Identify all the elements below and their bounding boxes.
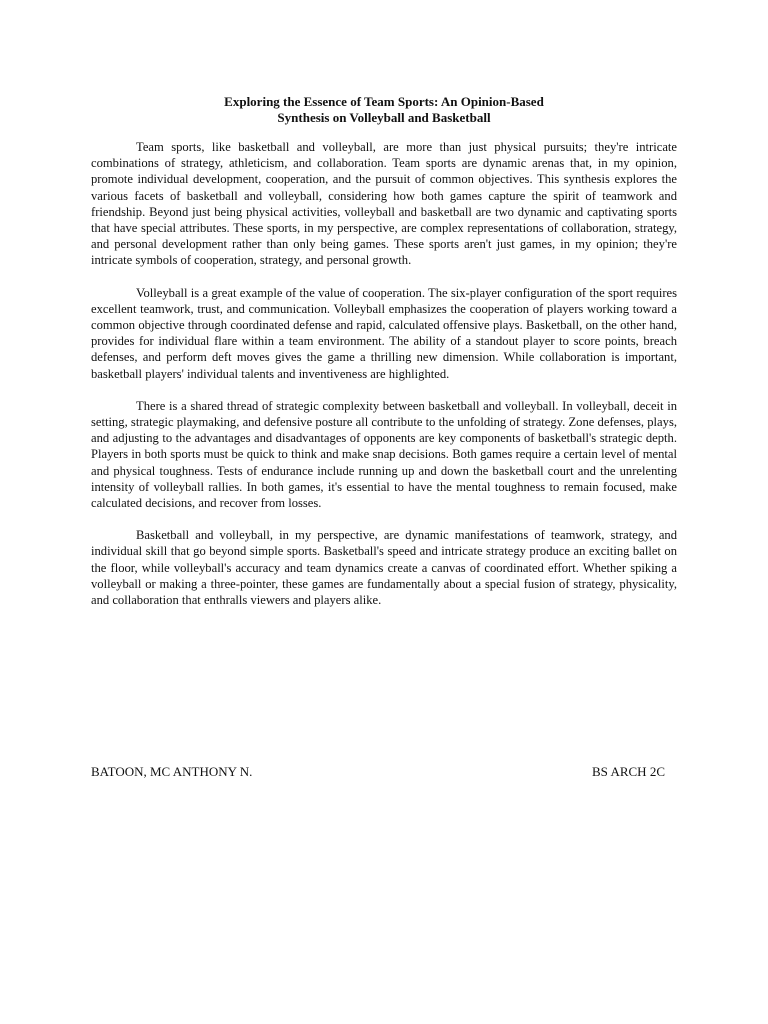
paragraph-4: Basketball and volleyball, in my perspective, are dynamic manifestations of teamwork, strategy, and individual skill that go beyond simple sports. Basketball's speed and intricate strategy produce an exciting ballet on the floor, while volleyball's accuracy and team dynamics create a canvas of coordinated effort. Whether spiking a volleyball or making a three-pointer, these games are fundamentally about a special fusion of strategy, physicality, and collaboration that enthralls viewers and players alike.	[91, 528, 677, 608]
course-section: BS ARCH 2C	[592, 764, 665, 779]
paragraph-2: Volleyball is a great example of the value of cooperation. The six-player configuration of the sport requires excellent teamwork, trust, and communication. Volleyball emphasizes the cooperation of players working toward a common objective through coordinated defense and rapid, calculated offensive plays. Basketball, on the other hand, provides for individual flare within a team environment. The ability of a standout player to score points, breach defenses, and perform deft moves gives the game a thrilling new dimension. While collaboration is important, basketball players' individual talents and inventiveness are highlighted.	[91, 285, 677, 381]
document-title	[91, 94, 677, 126]
document-body	[91, 94, 677, 624]
title-line-1: Exploring the Essence of Team Sports: An Opinion-Based	[224, 94, 544, 109]
paragraph-1: Team sports, like basketball and volleyball, are more than just physical pursuits; they're intricate combinations of strategy, athleticism, and collaboration. Team sports are dynamic arenas that, in my opinion, promote individual development, cooperation, and the pursuit of common objectives. This synthesis explores the various facets of basketball and volleyball, considering how both games capture the spirit of teamwork and friendship. Beyond just being physical activities, volleyball and basketball are two dynamic and captivating sports that have special attributes. These sports, in my perspective, are complex representations of collaboration, strategy, and personal development rather than only being games. These sports aren't just games, in my opinion; they're intricate symbols of cooperation, strategy, and personal growth.	[91, 140, 677, 268]
author-name: BATOON, MC ANTHONY N.	[91, 764, 253, 779]
title-line-2: Synthesis on Volleyball and Basketball	[277, 110, 491, 125]
signature-line	[91, 764, 665, 780]
paragraph-3: There is a shared thread of strategic complexity between basketball and volleyball. In volleyball, deceit in setting, strategic playmaking, and defensive posture all contribute to the unfolding of strategy. Zone defenses, plays, and adjusting to the advantages and disadvantages of opponents are key components of basketball's strategic depth. Players in both sports must be quick to think and make snap decisions. Both games require a certain level of mental and physical toughness. Tests of endurance include running up and down the basketball court and the unrelenting intensity of volleyball rallies. In both games, it's essential to have the mental toughness to remain focused, make calculated decisions, and recover from losses.	[91, 398, 677, 511]
